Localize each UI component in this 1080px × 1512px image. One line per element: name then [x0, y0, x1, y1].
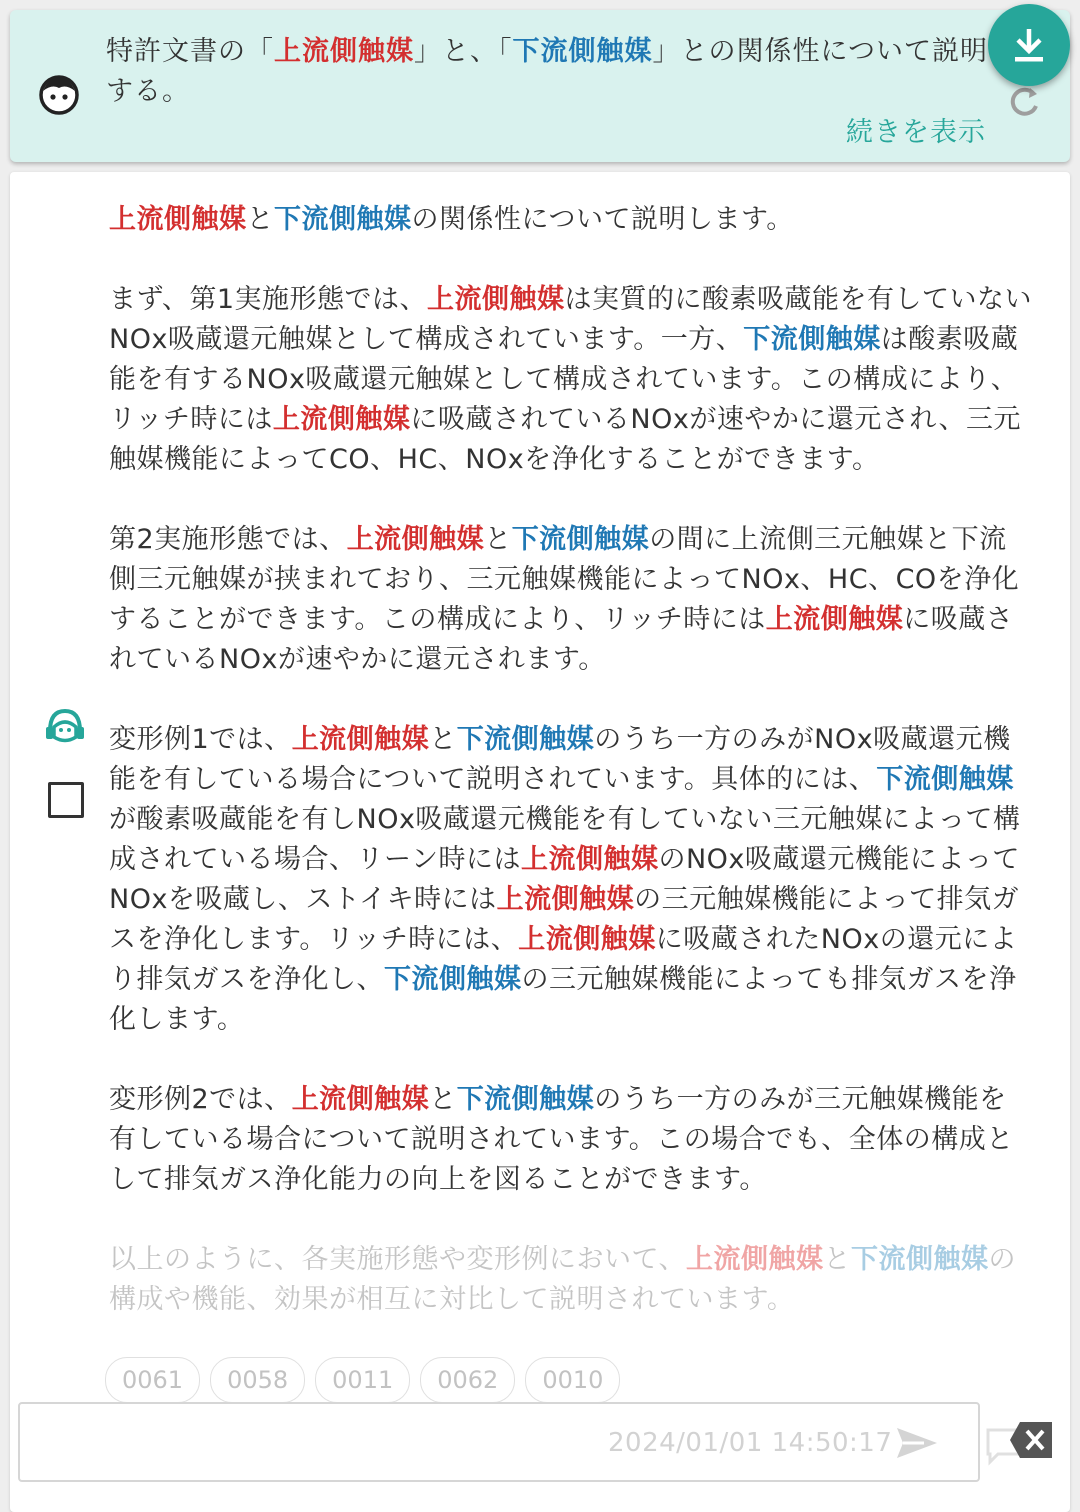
answer-paragraph-faded: 以上のように、各実施形態や変形例において、上流側触媒と下流側触媒の構成や機能、効果が相互に対比して説明されています。: [109, 1244, 1016, 1315]
query-card: [10, 10, 1070, 162]
reference-chip[interactable]: 0011: [315, 1357, 410, 1403]
reference-chip[interactable]: 0062: [420, 1357, 515, 1403]
query-text: 特許文書の「上流側触媒」と、「下流側触媒」との関係性について説明する。: [106, 36, 988, 107]
download-button[interactable]: [988, 4, 1070, 86]
answer-paragraph: まず、第1実施形態では、上流側触媒は実質的に酸素吸蔵能を有していないNOx吸蔵還元触媒として構成されています。一方、下流側触媒は酸素吸蔵能を有するNOx吸蔵還元触媒として構成されています。この構成により、リッチ時には上流側触媒に吸蔵されているNOxが速やかに還元され、三元触媒機能によってCO、HC、NOxを浄化することができます。: [109, 284, 1033, 475]
answer-paragraph: 変形例1では、上流側触媒と下流側触媒のうち一方のみがNOx吸蔵還元機能を有している場合について説明されています。具体的には、下流側触媒が酸素吸蔵能を有しNOx吸蔵還元機能を有していない三元触媒によって構成されている場合、リーン時には上流側触媒のNOx吸蔵還元機能によってNOxを吸蔵し、ストイキ時には上流側触媒の三元触媒機能によって排気ガスを浄化します。リッチ時には、上流側触媒に吸蔵されたNOxの還元により排気ガスを浄化し、下流側触媒の三元触媒機能によっても排気ガスを浄化します。: [109, 724, 1021, 1035]
answer-card: [10, 172, 1070, 1512]
reference-chip[interactable]: 0061: [105, 1357, 200, 1403]
user-face-icon: [38, 74, 80, 116]
reference-chip[interactable]: 0058: [210, 1357, 305, 1403]
close-icon[interactable]: [1008, 1420, 1054, 1460]
answer-paragraph: 変形例2では、上流側触媒と下流側触媒のうち一方のみが三元触媒機能を有している場合について説明されています。この場合でも、全体の構成として排気ガス浄化能力の向上を図ることができます。: [109, 1084, 1014, 1195]
bot-headset-icon: [44, 707, 86, 747]
answer-body: [109, 200, 1034, 1360]
download-icon: [1011, 26, 1047, 64]
refresh-icon[interactable]: [1004, 82, 1044, 122]
answer-paragraph: 上流側触媒と下流側触媒の関係性について説明します。: [109, 204, 794, 235]
select-checkbox[interactable]: [48, 782, 84, 818]
message-timestamp: 2024/01/01 14:50:17: [608, 1428, 893, 1458]
show-more-link[interactable]: 続きを表示: [846, 117, 986, 148]
keyword-upstream: 上流側触媒: [274, 36, 414, 67]
reference-chips: [105, 1357, 620, 1403]
send-icon[interactable]: [894, 1423, 940, 1463]
keyword-downstream: 下流側触媒: [512, 36, 653, 67]
answer-paragraph: 第2実施形態では、上流側触媒と下流側触媒の間に上流側三元触媒と下流側三元触媒が挟まれており、三元触媒機能によってNOx、HC、COを浄化することができます。この構成により、リッチ時には上流側触媒に吸蔵されているNOxが速やかに還元されます。: [109, 524, 1020, 675]
reference-chip[interactable]: 0010: [525, 1357, 620, 1403]
